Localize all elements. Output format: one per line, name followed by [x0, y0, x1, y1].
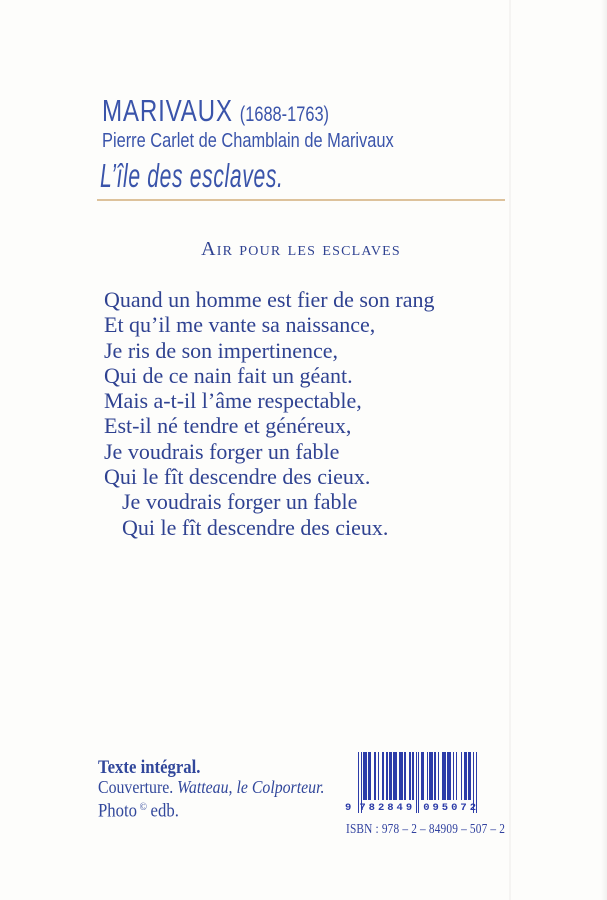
credits-block	[98, 759, 324, 821]
poem-line: Qui de ce nain fait un géant.	[104, 362, 353, 388]
barcode-lead-digit: 9	[345, 802, 352, 814]
barcode-digits	[345, 802, 479, 814]
paper-crease	[509, 0, 511, 900]
barcode-right-group: 095072	[423, 802, 479, 814]
title-divider-rule	[97, 199, 505, 201]
credits-cover-note	[98, 778, 324, 797]
poem-line: Est-il né tendre et généreux,	[104, 413, 352, 439]
poem-line: Qui le fît descendre des cieux.	[104, 464, 371, 490]
book-title: L’île des esclaves.	[100, 157, 284, 194]
credits-photo-credit: edb.	[150, 799, 179, 821]
author-dates: (1688-1763)	[239, 103, 330, 126]
poem-line: Je voudrais forger un fable	[104, 438, 340, 464]
poem-heading: Air pour les esclaves	[201, 238, 401, 260]
credits-cover-label: Couverture.	[98, 776, 178, 797]
poem-line: Je ris de son impertinence,	[104, 337, 338, 363]
page-edge-shadow	[601, 0, 607, 900]
credits-edition-note: Texte intégral.	[98, 757, 201, 778]
copyright-symbol: ©	[139, 800, 148, 813]
credits-photo-note	[98, 797, 324, 821]
credits-photo-label: Photo	[98, 799, 138, 821]
isbn-label: ISBN : 978 – 2 – 84909 – 507 – 2	[346, 821, 506, 836]
poem-line: Mais a-t-il l’âme respectable,	[104, 388, 362, 414]
poem-line: Quand un homme est fier de son rang	[104, 287, 435, 312]
poem-line: Et qu’il me vante sa naissance,	[104, 312, 376, 338]
poem	[104, 287, 435, 540]
author-line	[102, 95, 329, 127]
poem-line: Je voudrais forger un fable	[122, 489, 358, 515]
author-name: MARIVAUX	[102, 93, 233, 128]
barcode-left-group: 782849	[359, 802, 416, 814]
author-full-name: Pierre Carlet de Chamblain de Marivaux	[102, 130, 394, 152]
credits-cover-artwork: Watteau, le Colporteur.	[177, 776, 325, 797]
poem-line: Qui le fît descendre des cieux.	[122, 514, 389, 540]
